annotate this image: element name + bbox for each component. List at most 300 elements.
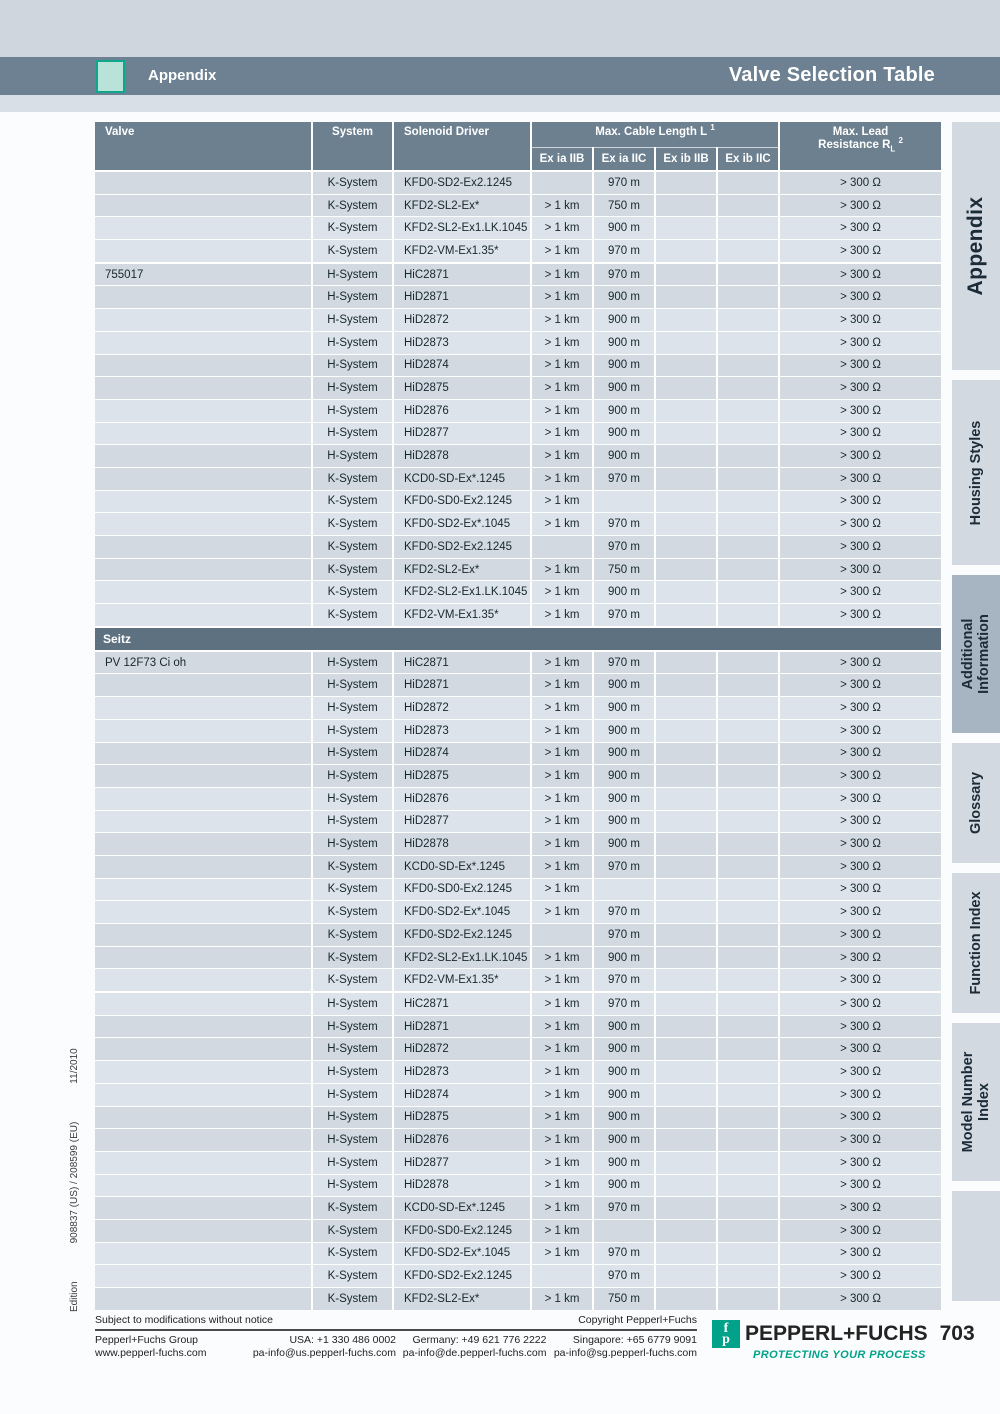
max-cable-length-text: Max. Cable Length L: [595, 126, 708, 138]
driver-cell: KFD2-SL2-Ex1.LK.1045: [393, 581, 531, 604]
system-cell: K-System: [312, 924, 393, 947]
system-cell: H-System: [312, 765, 393, 788]
valve-cell: [95, 1219, 312, 1242]
table-row: [95, 924, 941, 947]
table-row: [95, 1197, 941, 1220]
ex-ib-iic-cell: [717, 286, 779, 309]
driver-cell: KFD2-VM-Ex1.35*: [393, 969, 531, 992]
ex-ib-iic-cell: [717, 1288, 779, 1311]
ex-ib-iib-cell: [655, 1106, 717, 1129]
sidebar-tab-glossary[interactable]: [952, 743, 1000, 863]
resistance-cell: > 300 Ω: [779, 558, 941, 581]
table-row: [95, 765, 941, 788]
table-row: [95, 286, 941, 309]
ex-ia-iic-cell: 900 m: [593, 1106, 655, 1129]
footer: [95, 1314, 697, 1360]
title-bar: [0, 57, 1000, 95]
driver-cell: HiD2876: [393, 1129, 531, 1152]
ex-ib-iic-cell: [717, 536, 779, 559]
ex-ia-iic-cell: 900 m: [593, 674, 655, 697]
ex-ib-iic-cell: [717, 1197, 779, 1220]
ex-ia-iib-cell: > 1 km: [531, 742, 593, 765]
table-row: [95, 445, 941, 468]
sidebar-tab-label: Glossary: [968, 771, 984, 835]
col-header-ex-ib-iic: Ex ib IIC: [717, 148, 779, 172]
resistance-cell: > 300 Ω: [779, 1083, 941, 1106]
valve-cell: [95, 445, 312, 468]
pepperl-fuchs-logo-icon: [712, 1320, 740, 1348]
resistance-cell: > 300 Ω: [779, 422, 941, 445]
valve-cell: [95, 969, 312, 992]
ex-ib-iic-cell: [717, 558, 779, 581]
valve-selection-table: [95, 122, 941, 1311]
driver-cell: KFD0-SD2-Ex2.1245: [393, 1265, 531, 1288]
ex-ib-iib-cell: [655, 467, 717, 490]
ex-ia-iic-cell: 970 m: [593, 513, 655, 536]
max-lead-text-line2: Resistance R: [818, 139, 891, 151]
ex-ia-iib-cell: > 1 km: [531, 194, 593, 217]
valve-cell: [95, 855, 312, 878]
col-header-valve: Valve: [95, 122, 312, 171]
page-top-band: [0, 0, 1000, 57]
ex-ia-iib-cell: > 1 km: [531, 787, 593, 810]
system-cell: K-System: [312, 946, 393, 969]
ex-ia-iic-cell: 970 m: [593, 467, 655, 490]
ex-ia-iib-cell: > 1 km: [531, 878, 593, 901]
ex-ib-iib-cell: [655, 194, 717, 217]
sidebar-tab-addinfo[interactable]: [952, 575, 1000, 733]
table-row: [95, 171, 941, 194]
resistance-cell: > 300 Ω: [779, 1265, 941, 1288]
ex-ib-iic-cell: [717, 969, 779, 992]
driver-cell: HiD2871: [393, 1015, 531, 1038]
ex-ia-iib-cell: > 1 km: [531, 1129, 593, 1152]
section-label: Seitz: [95, 627, 941, 651]
brand-name: PEPPERL+FUCHS: [745, 1322, 928, 1345]
valve-cell: [95, 490, 312, 513]
valve-cell: [95, 697, 312, 720]
table-row: [95, 1061, 941, 1084]
table-row: [95, 309, 941, 332]
usa-phone: USA: +1 330 486 0002: [289, 1334, 396, 1346]
header-sub-strip: [0, 95, 1000, 112]
ex-ia-iib-cell: [531, 1265, 593, 1288]
ex-ib-iic-cell: [717, 946, 779, 969]
valve-cell: [95, 719, 312, 742]
table-row: [95, 855, 941, 878]
system-cell: K-System: [312, 1265, 393, 1288]
table-row: [95, 674, 941, 697]
table-row: [95, 787, 941, 810]
ex-ib-iib-cell: [655, 171, 717, 194]
ex-ia-iib-cell: > 1 km: [531, 263, 593, 286]
valve-cell: [95, 240, 312, 263]
sidebar-tab-modelindex[interactable]: [952, 1023, 1000, 1181]
sidebar-tab-appendix[interactable]: [952, 122, 1000, 370]
system-cell: H-System: [312, 1129, 393, 1152]
ex-ia-iib-cell: > 1 km: [531, 1038, 593, 1061]
driver-cell: KFD2-SL2-Ex1.LK.1045: [393, 217, 531, 240]
resistance-cell: > 300 Ω: [779, 604, 941, 627]
col-header-ex-ib-iib: Ex ib IIB: [655, 148, 717, 172]
ex-ia-iic-cell: 900 m: [593, 1151, 655, 1174]
ex-ib-iic-cell: [717, 490, 779, 513]
ex-ia-iic-cell: 900 m: [593, 946, 655, 969]
table-row: [95, 194, 941, 217]
ex-ib-iic-cell: [717, 1129, 779, 1152]
driver-cell: HiD2876: [393, 787, 531, 810]
sidebar-tab-label: Function Index: [968, 891, 984, 995]
valve-cell: [95, 924, 312, 947]
valve-cell: [95, 833, 312, 856]
driver-cell: HiD2878: [393, 1174, 531, 1197]
driver-cell: KFD0-SD2-Ex2.1245: [393, 536, 531, 559]
resistance-cell: > 300 Ω: [779, 1015, 941, 1038]
ex-ib-iib-cell: [655, 309, 717, 332]
ex-ib-iic-cell: [717, 1015, 779, 1038]
sidebar-tab-housing[interactable]: [952, 380, 1000, 565]
driver-cell: KFD0-SD0-Ex2.1245: [393, 1219, 531, 1242]
valve-cell: [95, 558, 312, 581]
driver-cell: HiD2878: [393, 445, 531, 468]
table-row: [95, 581, 941, 604]
valve-cell: [95, 286, 312, 309]
ex-ib-iib-cell: [655, 855, 717, 878]
resistance-cell: > 300 Ω: [779, 878, 941, 901]
resistance-cell: > 300 Ω: [779, 810, 941, 833]
ex-ia-iic-cell: 900 m: [593, 331, 655, 354]
col-header-max-cable-length: [531, 122, 779, 148]
ex-ib-iib-cell: [655, 651, 717, 674]
system-cell: H-System: [312, 377, 393, 400]
ex-ib-iic-cell: [717, 833, 779, 856]
resistance-cell: > 300 Ω: [779, 765, 941, 788]
col-header-system: System: [312, 122, 393, 171]
system-cell: H-System: [312, 697, 393, 720]
copyright-notice: Copyright Pepperl+Fuchs: [578, 1314, 697, 1326]
system-cell: K-System: [312, 1219, 393, 1242]
system-cell: H-System: [312, 1106, 393, 1129]
system-cell: K-System: [312, 1197, 393, 1220]
system-cell: H-System: [312, 833, 393, 856]
ex-ib-iib-cell: [655, 992, 717, 1015]
resistance-cell: > 300 Ω: [779, 377, 941, 400]
valve-cell: [95, 399, 312, 422]
ex-ia-iic-cell: 900 m: [593, 1129, 655, 1152]
system-cell: K-System: [312, 240, 393, 263]
ex-ia-iib-cell: > 1 km: [531, 674, 593, 697]
driver-cell: HiD2877: [393, 1151, 531, 1174]
ex-ib-iic-cell: [717, 1242, 779, 1265]
system-cell: H-System: [312, 1151, 393, 1174]
valve-cell: [95, 536, 312, 559]
ex-ib-iib-cell: [655, 536, 717, 559]
ex-ia-iic-cell: 900 m: [593, 399, 655, 422]
driver-cell: HiD2872: [393, 309, 531, 332]
ex-ib-iic-cell: [717, 787, 779, 810]
ex-ia-iib-cell: > 1 km: [531, 1219, 593, 1242]
ex-ib-iib-cell: [655, 697, 717, 720]
brand-tagline: PROTECTING YOUR PROCESS: [753, 1349, 926, 1361]
ex-ib-iib-cell: [655, 787, 717, 810]
ex-ia-iic-cell: [593, 878, 655, 901]
col-header-max-lead-resistance: [779, 122, 941, 171]
sidebar-tab-blank: [952, 1191, 1000, 1301]
table-row: [95, 1219, 941, 1242]
col-header-solenoid-driver: Solenoid Driver: [393, 122, 531, 171]
driver-cell: HiD2871: [393, 286, 531, 309]
valve-cell: [95, 1061, 312, 1084]
table-row: [95, 1106, 941, 1129]
ex-ib-iic-cell: [717, 992, 779, 1015]
table-row: [95, 513, 941, 536]
ex-ia-iic-cell: 970 m: [593, 171, 655, 194]
company-website-link[interactable]: www.pepperl-fuchs.com: [95, 1347, 207, 1359]
resistance-cell: > 300 Ω: [779, 171, 941, 194]
resistance-cell: > 300 Ω: [779, 467, 941, 490]
ex-ib-iib-cell: [655, 1288, 717, 1311]
ex-ia-iic-cell: [593, 490, 655, 513]
valve-cell: [95, 765, 312, 788]
driver-cell: HiD2875: [393, 765, 531, 788]
germany-email-link[interactable]: pa-info@de.pepperl-fuchs.com: [402, 1347, 547, 1359]
ex-ia-iib-cell: > 1 km: [531, 331, 593, 354]
ex-ia-iib-cell: > 1 km: [531, 490, 593, 513]
ex-ia-iib-cell: > 1 km: [531, 422, 593, 445]
ex-ia-iib-cell: > 1 km: [531, 855, 593, 878]
table-row: [95, 651, 941, 674]
ex-ia-iib-cell: > 1 km: [531, 604, 593, 627]
sidebar-tab-funcindex[interactable]: [952, 873, 1000, 1013]
usa-email-link[interactable]: pa-info@us.pepperl-fuchs.com: [252, 1347, 396, 1359]
driver-cell: HiD2873: [393, 331, 531, 354]
table-row: [95, 1129, 941, 1152]
system-cell: H-System: [312, 286, 393, 309]
ex-ia-iib-cell: > 1 km: [531, 810, 593, 833]
valve-cell: [95, 581, 312, 604]
ex-ia-iic-cell: 900 m: [593, 1083, 655, 1106]
ex-ia-iib-cell: > 1 km: [531, 240, 593, 263]
ex-ib-iib-cell: [655, 1129, 717, 1152]
ex-ib-iib-cell: [655, 217, 717, 240]
ex-ia-iib-cell: > 1 km: [531, 1015, 593, 1038]
ex-ib-iic-cell: [717, 1083, 779, 1106]
driver-cell: HiD2872: [393, 697, 531, 720]
ex-ib-iib-cell: [655, 1015, 717, 1038]
table-row: [95, 878, 941, 901]
system-cell: H-System: [312, 787, 393, 810]
section-row: [95, 627, 941, 651]
singapore-email-link[interactable]: pa-info@sg.pepperl-fuchs.com: [553, 1347, 697, 1359]
resistance-cell: > 300 Ω: [779, 286, 941, 309]
ex-ib-iic-cell: [717, 581, 779, 604]
ex-ia-iib-cell: > 1 km: [531, 1151, 593, 1174]
resistance-cell: > 300 Ω: [779, 924, 941, 947]
ex-ib-iib-cell: [655, 445, 717, 468]
system-cell: K-System: [312, 217, 393, 240]
ex-ia-iic-cell: 900 m: [593, 581, 655, 604]
driver-cell: HiD2873: [393, 719, 531, 742]
resistance-cell: > 300 Ω: [779, 1174, 941, 1197]
table-row: [95, 536, 941, 559]
valve-cell: [95, 513, 312, 536]
driver-cell: KFD0-SD0-Ex2.1245: [393, 490, 531, 513]
ex-ia-iic-cell: 970 m: [593, 263, 655, 286]
driver-cell: HiD2874: [393, 354, 531, 377]
resistance-cell: > 300 Ω: [779, 581, 941, 604]
valve-cell: [95, 1106, 312, 1129]
resistance-cell: > 300 Ω: [779, 1242, 941, 1265]
resistance-cell: > 300 Ω: [779, 1151, 941, 1174]
resistance-cell: > 300 Ω: [779, 263, 941, 286]
resistance-cell: > 300 Ω: [779, 513, 941, 536]
ex-ib-iic-cell: [717, 377, 779, 400]
ex-ia-iic-cell: 900 m: [593, 833, 655, 856]
ex-ia-iic-cell: 970 m: [593, 1197, 655, 1220]
ex-ib-iic-cell: [717, 194, 779, 217]
ex-ib-iib-cell: [655, 354, 717, 377]
resistance-cell: > 300 Ω: [779, 240, 941, 263]
ex-ia-iic-cell: 900 m: [593, 1061, 655, 1084]
system-cell: H-System: [312, 263, 393, 286]
ex-ia-iib-cell: [531, 924, 593, 947]
ex-ia-iib-cell: > 1 km: [531, 969, 593, 992]
table-row: [95, 719, 941, 742]
footnote-1-marker: 1: [710, 123, 715, 133]
driver-cell: KFD0-SD0-Ex2.1245: [393, 878, 531, 901]
ex-ib-iib-cell: [655, 1219, 717, 1242]
ex-ib-iic-cell: [717, 1265, 779, 1288]
valve-cell: [95, 1288, 312, 1311]
ex-ib-iic-cell: [717, 217, 779, 240]
valve-cell: [95, 354, 312, 377]
table-row: [95, 810, 941, 833]
ex-ia-iib-cell: > 1 km: [531, 765, 593, 788]
driver-cell: HiD2873: [393, 1061, 531, 1084]
system-cell: H-System: [312, 674, 393, 697]
driver-cell: HiC2871: [393, 651, 531, 674]
table-row: [95, 263, 941, 286]
resistance-cell: > 300 Ω: [779, 855, 941, 878]
footer-company-column: [95, 1334, 246, 1360]
valve-cell: [95, 1015, 312, 1038]
ex-ib-iic-cell: [717, 445, 779, 468]
ex-ib-iic-cell: [717, 240, 779, 263]
valve-cell: 755017: [95, 263, 312, 286]
resistance-cell: > 300 Ω: [779, 331, 941, 354]
ex-ia-iic-cell: 900 m: [593, 787, 655, 810]
resistance-cell: > 300 Ω: [779, 674, 941, 697]
table-row: [95, 467, 941, 490]
driver-cell: KFD0-SD2-Ex*.1045: [393, 901, 531, 924]
valve-cell: [95, 878, 312, 901]
system-cell: K-System: [312, 513, 393, 536]
ex-ib-iib-cell: [655, 742, 717, 765]
system-cell: H-System: [312, 331, 393, 354]
table-row: [95, 1015, 941, 1038]
valve-cell: [95, 1151, 312, 1174]
ex-ia-iic-cell: 900 m: [593, 697, 655, 720]
ex-ia-iic-cell: 970 m: [593, 855, 655, 878]
ex-ia-iic-cell: 970 m: [593, 536, 655, 559]
resistance-cell: > 300 Ω: [779, 969, 941, 992]
ex-ib-iib-cell: [655, 719, 717, 742]
ex-ia-iib-cell: > 1 km: [531, 992, 593, 1015]
driver-cell: KFD0-SD2-Ex2.1245: [393, 171, 531, 194]
ex-ib-iib-cell: [655, 240, 717, 263]
singapore-phone: Singapore: +65 6779 9091: [572, 1334, 697, 1346]
ex-ia-iib-cell: > 1 km: [531, 719, 593, 742]
ex-ia-iic-cell: 900 m: [593, 286, 655, 309]
resistance-cell: > 300 Ω: [779, 1061, 941, 1084]
ex-ib-iic-cell: [717, 604, 779, 627]
germany-phone: Germany: +49 621 776 2222: [412, 1334, 547, 1346]
edition-date: 11/2010: [69, 1048, 80, 1084]
footnote-2-marker: 2: [898, 136, 903, 146]
ex-ia-iib-cell: > 1 km: [531, 697, 593, 720]
page-number: 703: [939, 1322, 975, 1345]
resistance-cell: > 300 Ω: [779, 787, 941, 810]
system-cell: H-System: [312, 1038, 393, 1061]
driver-cell: HiD2875: [393, 1106, 531, 1129]
resistance-cell: > 300 Ω: [779, 217, 941, 240]
sidebar-tab-label: Appendix: [964, 196, 987, 296]
ex-ib-iib-cell: [655, 810, 717, 833]
valve-cell: [95, 742, 312, 765]
ex-ia-iic-cell: 900 m: [593, 309, 655, 332]
ex-ia-iic-cell: 900 m: [593, 719, 655, 742]
ex-ia-iic-cell: 900 m: [593, 1038, 655, 1061]
table-row: [95, 1265, 941, 1288]
ex-ib-iib-cell: [655, 581, 717, 604]
max-lead-text-line1: Max. Lead: [832, 126, 889, 138]
ex-ia-iib-cell: > 1 km: [531, 513, 593, 536]
table-row: [95, 490, 941, 513]
table-row: [95, 331, 941, 354]
ex-ib-iib-cell: [655, 1197, 717, 1220]
ex-ia-iib-cell: > 1 km: [531, 354, 593, 377]
footer-singapore-column: [547, 1334, 698, 1360]
footer-divider: [95, 1329, 697, 1331]
driver-cell: KFD0-SD2-Ex*.1045: [393, 513, 531, 536]
ex-ia-iib-cell: [531, 536, 593, 559]
ex-ib-iic-cell: [717, 878, 779, 901]
ex-ia-iic-cell: 900 m: [593, 217, 655, 240]
valve-cell: [95, 1197, 312, 1220]
system-cell: H-System: [312, 422, 393, 445]
ex-ia-iic-cell: 900 m: [593, 1174, 655, 1197]
modification-notice: Subject to modifications without notice: [95, 1314, 274, 1326]
system-cell: K-System: [312, 558, 393, 581]
system-cell: K-System: [312, 171, 393, 194]
ex-ia-iic-cell: 900 m: [593, 445, 655, 468]
page-title: Valve Selection Table: [728, 64, 935, 86]
footer-usa-column: [246, 1334, 397, 1360]
ex-ib-iic-cell: [717, 742, 779, 765]
resistance-cell: > 300 Ω: [779, 697, 941, 720]
ex-ia-iib-cell: > 1 km: [531, 1083, 593, 1106]
ex-ia-iic-cell: 970 m: [593, 1265, 655, 1288]
footer-germany-column: [396, 1334, 547, 1360]
table-row: [95, 833, 941, 856]
system-cell: K-System: [312, 1242, 393, 1265]
ex-ia-iic-cell: 900 m: [593, 422, 655, 445]
resistance-cell: > 300 Ω: [779, 354, 941, 377]
ex-ib-iic-cell: [717, 855, 779, 878]
valve-cell: [95, 422, 312, 445]
resistance-cell: > 300 Ω: [779, 651, 941, 674]
system-cell: H-System: [312, 309, 393, 332]
